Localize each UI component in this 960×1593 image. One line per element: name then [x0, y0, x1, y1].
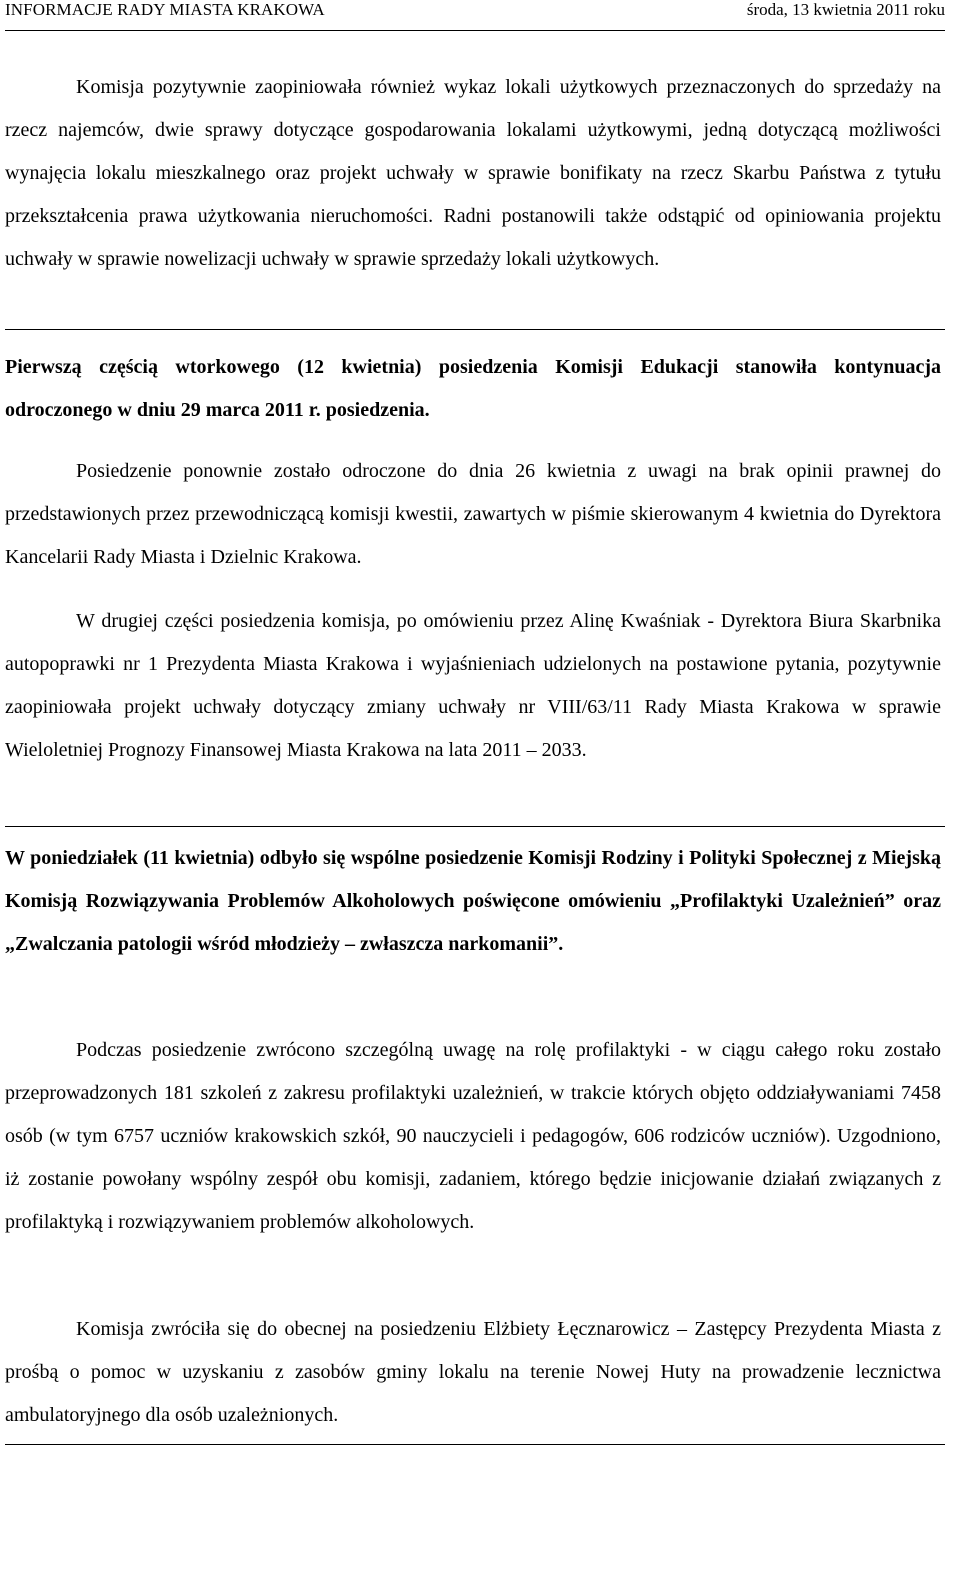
paragraph-prevention-training: Podczas posiedzenie zwrócono szczególną uwagę na rolę profilaktyki - w ciągu całego roku zostało przeprowadzonych 181 szkoleń z zakresu profilaktyki uzależnień, w trakcie których objęto oddziaływaniami 7458 osób (w tym 6757 uczniów krakowskich szkół, 90 nauczycieli i pedagogów, 606 rodziców uczniów). Uzgodniono, iż zostanie powołany wspólny zespół obu komisji, zadaniem, którego będzie inicjowanie działań związanych z profilaktyką i rozwiązywaniem problemów alkoholowych. [5, 1039, 941, 1233]
section-divider [5, 329, 945, 330]
section-divider [5, 826, 945, 827]
header-date: środa, 13 kwietnia 2011 roku [746, 0, 945, 19]
paragraph-nowa-huta-request: Komisja zwróciła się do obecnej na posiedzeniu Elżbiety Łęcznarowicz – Zastępcy Prezydenta Miasta z prośbą o pomoc w uzyskaniu z zasobów gminy lokalu na terenie Nowej Huty na prowadzenie lecznictwa ambulatoryjnego dla osób uzależnionych. [5, 1318, 941, 1426]
paragraph-budget-forecast: W drugiej części posiedzenia komisja, po omówieniu przez Alinę Kwaśniak - Dyrektora Biura Skarbnika autopoprawki nr 1 Prezydenta Miasta Krakowa i wyjaśnieniach udzielonych na postawione pytania, pozytywnie zaopiniowała projekt uchwały dotyczący zmiany uchwały nr VIII/63/11 Rady Miasta Krakowa w sprawie Wieloletniej Prognozy Finansowej Miasta Krakowa na lata 2011 – 2033. [5, 610, 941, 761]
page-header [5, 0, 945, 31]
section-divider [5, 1444, 945, 1445]
header-title: INFORMACJE RADY MIASTA KRAKOWA [5, 0, 325, 19]
paragraph-session-postponed: Posiedzenie ponownie zostało odroczone do dnia 26 kwietnia z uwagi na brak opinii prawnej do przedstawionych przez przewodniczącą komisji kwestii, zawartych w piśmie skierowanym 4 kwietnia do Dyrektora Kancelarii Rady Miasta i Dzielnic Krakowa. [5, 460, 941, 568]
paragraph-education-committee-heading: Pierwszą częścią wtorkowego (12 kwietnia) posiedzenia Komisji Edukacji stanowiła kontynuacja odroczonego w dniu 29 marca 2011 r. posiedzenia. [5, 356, 941, 421]
paragraph-joint-committee-heading: W poniedziałek (11 kwietnia) odbyło się wspólne posiedzenie Komisji Rodziny i Polityki Społecznej z Miejską Komisją Rozwiązywania Problemów Alkoholowych poświęcone omówieniu „Profilaktyki Uzależnień” oraz „Zwalczania patologii wśród młodzieży – zwłaszcza narkomanii”. [5, 847, 941, 955]
paragraph-property-sales: Komisja pozytywnie zaopiniowała również wykaz lokali użytkowych przeznaczonych do sprzedaży na rzecz najemców, dwie sprawy dotyczące gospodarowania lokalami użytkowymi, jedną dotyczącą możliwości wynajęcia lokalu mieszkalnego oraz projekt uchwały w sprawie bonifikaty na rzecz Skarbu Państwa z tytułu przekształcenia prawa użytkowania nieruchomości. Radni postanowili także odstąpić od opiniowania projektu uchwały w sprawie nowelizacji uchwały w sprawie sprzedaży lokali użytkowych. [5, 76, 941, 270]
